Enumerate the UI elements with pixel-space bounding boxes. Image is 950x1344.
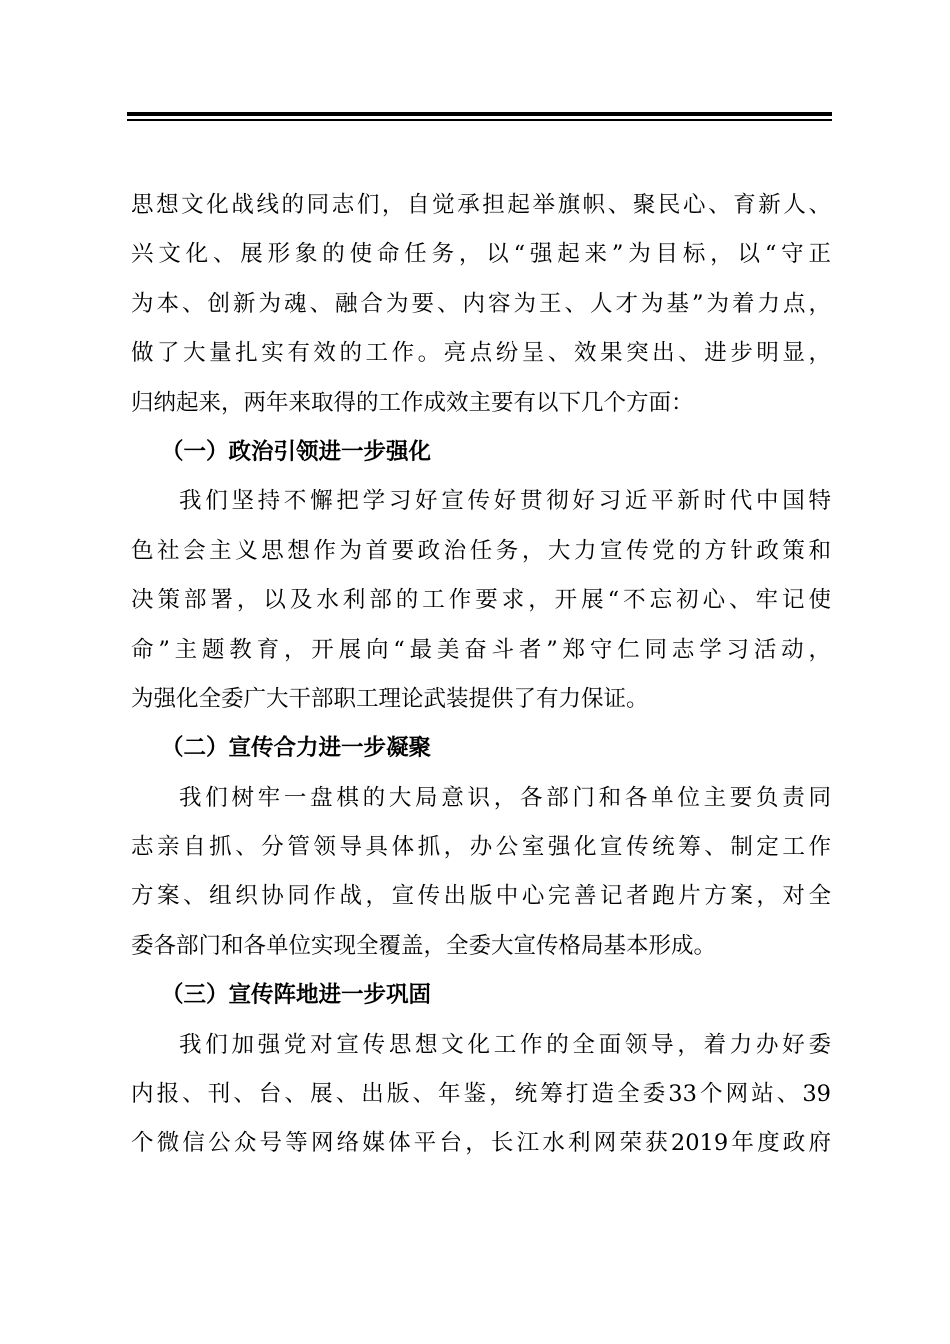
section-heading-2: （二）宣传合力进一步凝聚 [161,735,432,762]
text-line: 为强化全委广大干部职工理论武装提供了有力保证。 [131,685,649,712]
text-line: 个微信公众号等网络媒体平台，长江水利网荣获2019年度政府 [131,1130,831,1157]
document-body [131,181,831,1169]
text-line: 我们坚持不懈把学习好宣传好贯彻好习近平新时代中国特 [179,488,831,515]
text-line: 命”主题教育，开展向“最美奋斗者”郑守仁同志学习活动， [131,636,831,663]
intro-paragraph [131,181,831,428]
section-heading-3: （三）宣传阵地进一步巩固 [161,982,432,1009]
text-line: 委各部门和各单位实现全覆盖，全委大宣传格局基本形成。 [131,932,717,959]
section-paragraph-2 [131,774,831,972]
text-line: 我们加强党对宣传思想文化工作的全面领导，着力办好委 [179,1031,831,1058]
text-line: 色社会主义思想作为首要政治任务，大力宣传党的方针政策和 [131,537,831,564]
section-heading-1: （一）政治引领进一步强化 [161,438,432,465]
text-line: 我们树牢一盘棋的大局意识，各部门和各单位主要负责同 [179,784,831,811]
text-line: 决策部署，以及水利部的工作要求，开展“不忘初心、牢记使 [131,587,831,614]
header-rule-thin [127,119,832,121]
text-line: 内报、刊、台、展、出版、年鉴，统筹打造全委33个网站、39 [131,1081,831,1108]
text-line: 方案、组织协同作战，宣传出版中心完善记者跑片方案，对全 [131,883,831,910]
text-line: 为本、创新为魂、融合为要、内容为王、人才为基”为着力点， [131,290,831,317]
text-line: 做了大量扎实有效的工作。亮点纷呈、效果突出、进步明显， [131,340,831,367]
section-paragraph-3 [131,1021,831,1169]
text-line: 思想文化战线的同志们，自觉承担起举旗帜、聚民心、育新人、 [131,192,831,218]
text-line: 志亲自抓、分管领导具体抓，办公室强化宣传统筹、制定工作 [131,834,831,861]
header-rule-thick [127,112,832,116]
text-line: 归纳起来，两年来取得的工作成效主要有以下几个方面： [131,389,694,416]
text-line: 兴文化、展形象的使命任务，以“强起来”为目标，以“守正 [131,241,831,268]
section-paragraph-1 [131,477,831,724]
